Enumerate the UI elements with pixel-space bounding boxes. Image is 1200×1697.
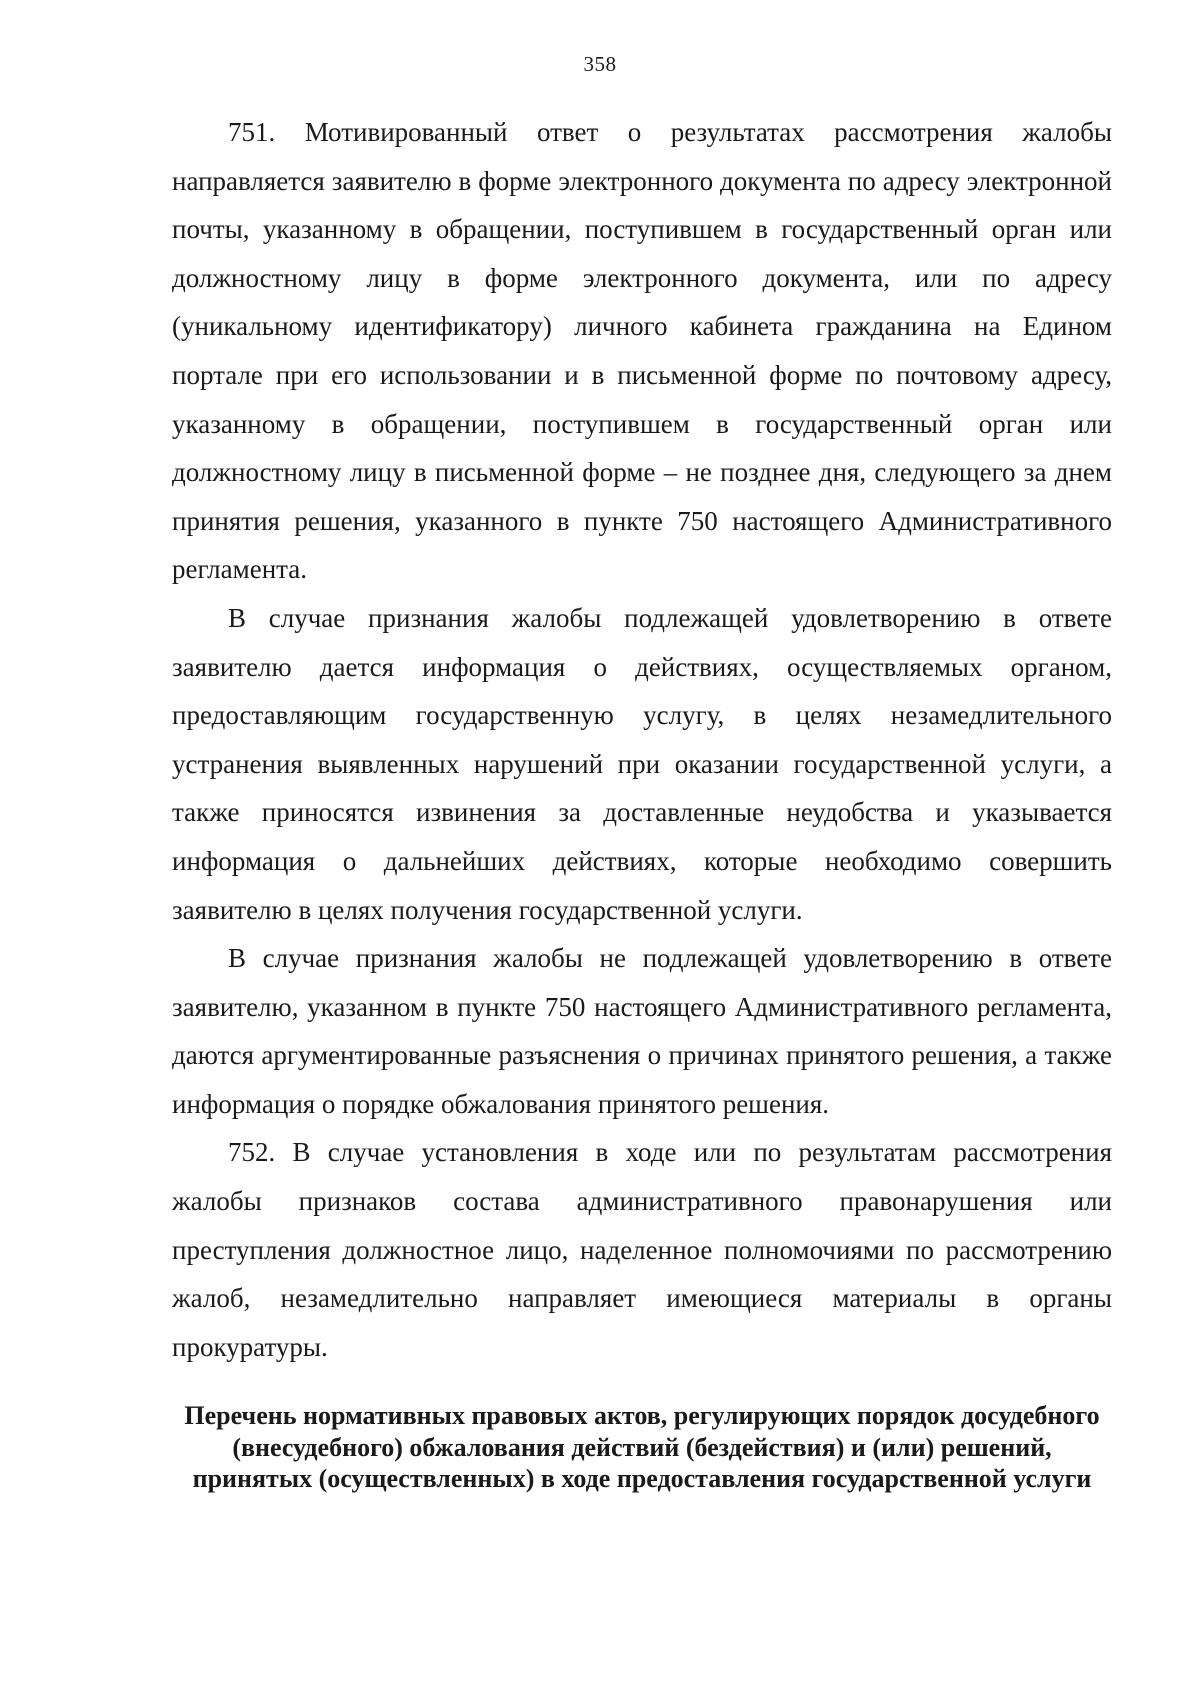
paragraph-satisfied-complaint: В случае признания жалобы подлежащей удовлетворению в ответе заявителю дается информация о действиях, осуществляемых органом, предоставляющим государственную услугу, в целях незамедлительного устранения выявленных нарушений при оказании государственной услуги, а также приносятся извинения за доставленные неудобства и указывается информация о дальнейших действиях, которые необходимо совершить заявителю в целях получения государственной услуги. (172, 602, 1112, 925)
paragraph-751: 751. Мотивированный ответ о результатах рассмотрения жалобы направляется заявителю в форме электронного документа по адресу электронной почты, указанному в обращении, поступившем в государственный орган или должностному лицу в форме электронного документа, или по адресу (уникальному идентификатору) личного кабинета гражданина на Едином портале при его использовании и в письменной форме по почтовому адресу, указанному в обращении, поступившем в государственный орган или должностному лицу в письменной форме – не позднее дня, следующего за днем принятия решения, указанного в пункте 750 настоящего Административного регламента. (172, 117, 1112, 585)
page-number: 358 (583, 52, 617, 76)
document-body (172, 108, 1112, 1371)
paragraph-rejected-complaint: В случае признания жалобы не подлежащей удовлетворению в ответе заявителю, указанном в пункте 750 настоящего Административного регламента, даются аргументированные разъяснения о причинах принятого решения, а также информация о порядке обжалования принятого решения. (172, 943, 1112, 1119)
section-heading: Перечень нормативных правовых актов, регулирующих порядок досудебного (внесудебного) обжалования действий (бездействия) и (или) решений, принятых (осуществленных) в ходе предоставления государственной услуги (184, 1401, 1100, 1493)
paragraph-752: 752. В случае установления в ходе или по результатам рассмотрения жалобы признаков состава административного правонарушения или преступления должностное лицо, наделенное полномочиями по рассмотрению жалоб, незамедлительно направляет имеющиеся материалы в органы прокуратуры. (172, 1137, 1112, 1362)
